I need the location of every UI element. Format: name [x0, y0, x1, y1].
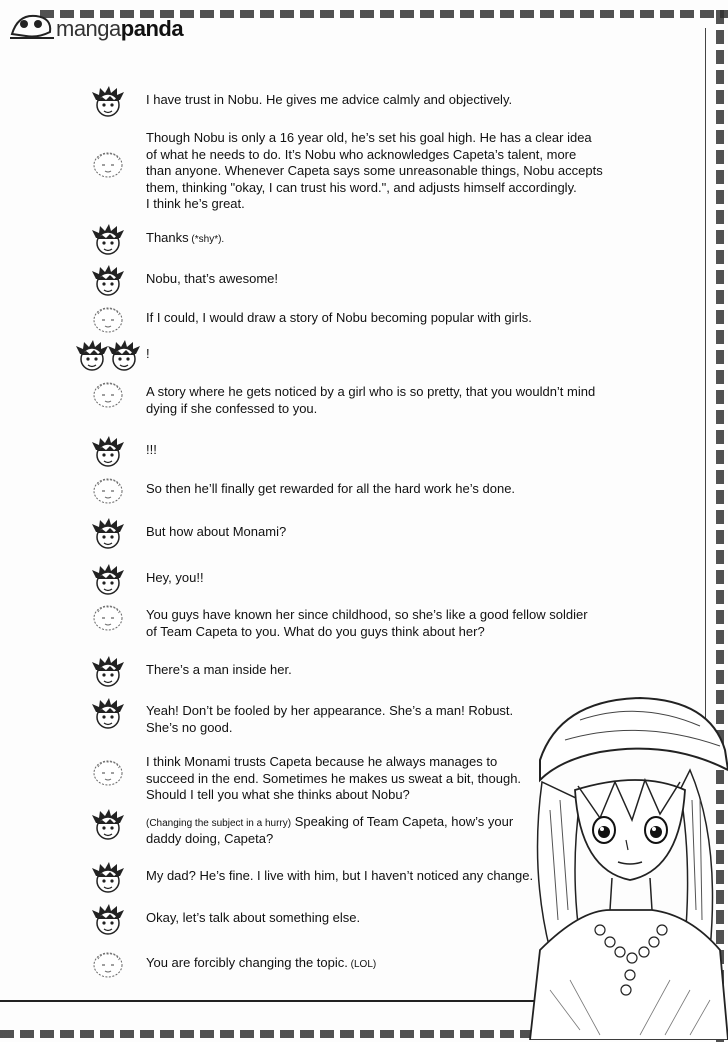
- dialogue-text: Thanks: [146, 230, 189, 245]
- frame-line-right: [705, 28, 706, 748]
- dialogue-text: I think Monami trusts Capeta because he always manages to: [146, 754, 498, 769]
- dialogue-line: [146, 163, 603, 180]
- dialogue-text: Though Nobu is only a 16 year old, he’s set his goal high. He has a clear idea: [146, 130, 592, 145]
- speaker-avatar-icon: [74, 340, 110, 372]
- dialogue-line: [146, 147, 576, 164]
- dialogue-text: !!!: [146, 442, 157, 457]
- dialogue-line: [146, 868, 533, 885]
- frame-line: [0, 1000, 540, 1002]
- author-avatar-icon: [90, 757, 126, 789]
- dialogue-text: of what he needs to do. It’s Nobu who acknowledges Capeta’s talent, more: [146, 146, 577, 162]
- dialogue-line: [146, 720, 233, 737]
- dialogue-line: [146, 787, 410, 804]
- speaker-avatar-icon: [90, 564, 126, 596]
- dialogue-text: them, thinking "okay, I can trust his word.", and adjusts himself accordingly.: [146, 179, 577, 195]
- dialogue-line: [146, 624, 485, 641]
- site-logo: [8, 6, 188, 42]
- dialogue-line: [146, 771, 521, 788]
- speaker-avatar-icon: [90, 224, 126, 256]
- dialogue-text: !: [146, 346, 150, 361]
- speaker-avatar-icon: [90, 86, 126, 118]
- dialogue-line: [146, 310, 532, 327]
- panda-icon: [8, 8, 56, 42]
- dialogue-text: of Team Capeta to you. What do you guys think about her?: [146, 623, 485, 639]
- dialogue-text: dying if she confessed to you.: [146, 400, 318, 416]
- dialogue-text: Okay, let’s talk about something else.: [146, 910, 361, 925]
- dialogue-line: [146, 92, 512, 109]
- speaker-avatar-icon: [90, 809, 126, 841]
- aside-note: (*shy*).: [188, 234, 225, 245]
- dialogue-line: [146, 524, 286, 541]
- dialogue-text: Hey, you!!: [146, 570, 204, 585]
- speaker-avatar-icon: [106, 340, 142, 372]
- dialogue-text: A story where he gets noticed by a girl who is so pretty, that you wouldn’t mind: [146, 384, 596, 399]
- dialogue-text: succeed in the end. Sometimes he makes us sweat a bit, though.: [146, 770, 522, 786]
- author-avatar-icon: [90, 602, 126, 634]
- dialogue-line: [146, 754, 497, 771]
- dialogue-text: Yeah! Don’t be fooled by her appearance. She’s a man! Robust.: [146, 703, 514, 718]
- dialogue-text: Should I tell you what she thinks about Nobu?: [146, 787, 410, 802]
- dialogue-text: So then he’ll finally get rewarded for all the hard work he’s done.: [146, 481, 516, 496]
- dialogue-text: There’s a man inside her.: [146, 662, 292, 677]
- dialogue-line: [146, 910, 360, 927]
- dialogue-text: If I could, I would draw a story of Nobu becoming popular with girls.: [146, 310, 532, 325]
- dialogue-text: She’s no good.: [146, 719, 233, 735]
- dialogue-text: Speaking of Team Capeta, how’s your: [291, 814, 514, 829]
- girl-illustration: [520, 690, 728, 1040]
- speaker-avatar-icon: [90, 656, 126, 688]
- dialogue-text: You are forcibly changing the topic.: [146, 955, 348, 970]
- dialogue-text: Nobu, that’s awesome!: [146, 271, 278, 286]
- dialogue-line: [146, 401, 317, 418]
- speaker-avatar-icon: [90, 265, 126, 297]
- dialogue-text: You guys have known her since childhood, so she’s like a good fellow soldier: [146, 607, 588, 622]
- dialogue-text: I have trust in Nobu. He gives me advice calmly and objectively.: [146, 92, 513, 107]
- dialogue-line: [146, 180, 577, 197]
- author-avatar-icon: [90, 149, 126, 181]
- dialogue-line: [146, 346, 150, 363]
- dialogue-line: [146, 703, 513, 720]
- dialogue-line: [146, 442, 157, 459]
- speaker-avatar-icon: [90, 518, 126, 550]
- aside-note: (LOL): [347, 959, 377, 970]
- dialogue-line: [146, 481, 515, 498]
- dialogue-line: [146, 230, 224, 249]
- dialogue-line: [146, 271, 278, 288]
- author-avatar-icon: [90, 379, 126, 411]
- speaker-avatar-icon: [90, 698, 126, 730]
- dialogue-line: [146, 955, 376, 974]
- logo-text: mangapanda: [56, 16, 184, 41]
- author-avatar-icon: [90, 304, 126, 336]
- speaker-avatar-icon: [90, 904, 126, 936]
- dialogue-line: [146, 662, 292, 679]
- dialogue-line: [146, 384, 595, 401]
- dialogue-text: daddy doing, Capeta?: [146, 830, 274, 846]
- speaker-avatar-icon: [90, 862, 126, 894]
- dialogue-text: But how about Monami?: [146, 524, 287, 539]
- author-avatar-icon: [90, 475, 126, 507]
- speaker-avatar-icon: [90, 436, 126, 468]
- dialogue-text: My dad? He’s fine. I live with him, but I haven’t noticed any change.: [146, 868, 534, 883]
- dialogue-line: [146, 570, 204, 587]
- stage-direction: (Changing the subject in a hurry): [146, 818, 292, 829]
- dialogue-line: [146, 196, 245, 213]
- dialogue-line: [146, 831, 273, 848]
- dialogue-text: I think he’s great.: [146, 196, 245, 211]
- dialogue-line: [146, 130, 592, 147]
- dialogue-line: [146, 607, 588, 624]
- dialogue-text: than anyone. Whenever Capeta says some unreasonable things, Nobu accepts: [146, 163, 603, 178]
- author-avatar-icon: [90, 949, 126, 981]
